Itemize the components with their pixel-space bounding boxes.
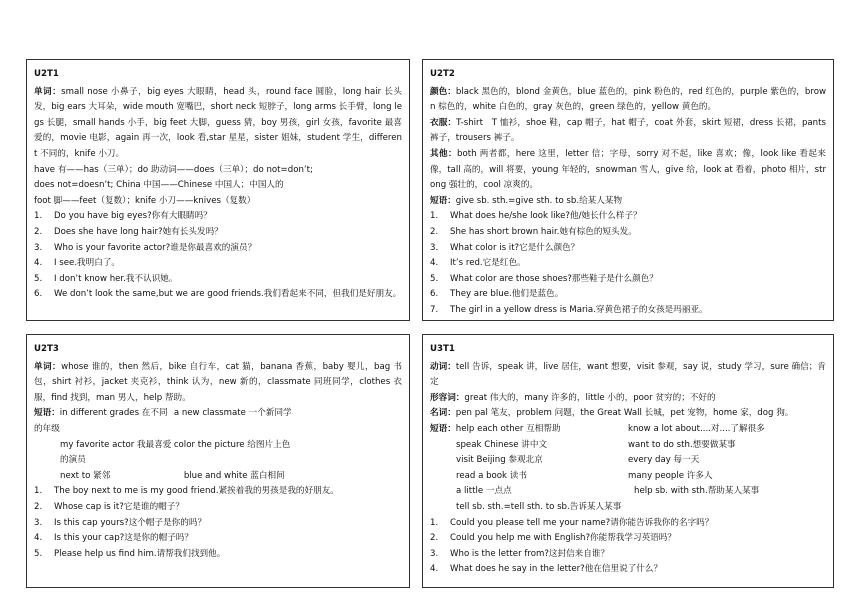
noun-label: 名词： <box>430 408 456 419</box>
noun-paragraph <box>430 406 826 422</box>
vocab-paragraph <box>34 85 402 163</box>
sentence: Could you help me with English?你能帮我学习英语吗？ <box>450 533 676 544</box>
vocab-text: small nose 小鼻子，big eyes 大眼睛，head 头，round face 圆脸，long hair 长头发，big ears 大耳朵，wide mouth 宽嘴巴，short neck 短脖子，long arms 长手臂，long legs 长腿，small hands 小手，big feet 大脚，guess 猜，boy 男孩，girl 女孩，favorite 最喜爱的，movie 电影，again 再一次，look 看,star 星星，sister 姐妹，student 学生，different 不同的，knife 小刀。 <box>34 86 402 159</box>
adj-paragraph <box>430 391 826 407</box>
phrase: color the picture 给图片上色 <box>173 439 291 450</box>
sentence: Whose cap is it?它是谁的帽子？ <box>54 501 184 512</box>
phrase: every day 每一天 <box>628 455 700 466</box>
phrase: want to do sth.想要做某事 <box>628 439 736 450</box>
list-item: 6. We don’t look the same,but we are good friends.我们看起来不同，但我们是好朋友。 <box>34 289 402 300</box>
colors-paragraph <box>430 85 826 116</box>
adj-label: 形容词： <box>430 392 465 403</box>
card-u2t2 <box>422 59 834 321</box>
adj-text: great 伟大的，many 许多的，little 小的，poor 贫穷的；不好的 <box>464 392 716 403</box>
clothes-text: T-shirt T 恤衫，shoe 鞋，cap 帽子，hat 帽子，coat 外套，skirt 短裙，dress 长裙，pants 裤子，trousers 裤子。 <box>430 117 826 144</box>
card-u2t3 <box>26 334 410 588</box>
sentence: The girl in a yellow dress is Maria.穿黄色裙子的女孩是玛丽亚。 <box>450 304 708 315</box>
vocab-label: 单词： <box>34 86 62 97</box>
other-label: 其他： <box>430 148 458 159</box>
phrase-label: 短语： <box>34 408 60 419</box>
phrase: help sb. with sth.帮助某人某事 <box>634 486 760 497</box>
vocab-paragraph <box>34 360 402 407</box>
phrase: help each other 互相帮助 <box>455 423 561 434</box>
grammar-line: does not=doesn’t; China 中国——Chinese 中国人；中国人的 <box>34 180 284 191</box>
list-item: 2. Could you help me with English?你能帮我学习英语吗？ <box>430 533 676 544</box>
phrase: my favorite actor 我最喜爱的演员 <box>60 439 172 466</box>
sentence: Does she have long hair?她有长头发吗？ <box>54 226 223 237</box>
list-item: 4. Is this your cap?这是你的帽子吗？ <box>34 533 193 544</box>
verb-text: tell 告诉，speak 讲，live 居住，want 想要，visit 参观，say 说，study 学习，sure 确信；肯定 <box>430 361 826 388</box>
card-title: U2T2 <box>430 69 455 79</box>
vocab-text: whose 谁的，then 然后，bike 自行车，cat 猫，banana 香蕉，baby 婴儿，bag 书包，shirt 衬衫，jacket 夹克衫，think 认为，new 新的，classmate 同班同学，clothes 衣服，find 找到，man 男人，help 帮助。 <box>34 361 402 403</box>
list-item: 2. She has short brown hair.她有棕色的短头发。 <box>430 226 637 237</box>
list-item: 1. Could you please tell me your name?请你能告诉我你的名字吗？ <box>430 517 714 528</box>
sentence: What does he/she look like?他/她长什么样子？ <box>450 211 642 222</box>
phrase: read a book 读书 <box>456 470 527 481</box>
phrase-row <box>430 484 826 500</box>
verb-label: 动词： <box>430 361 456 372</box>
card-title: U3T1 <box>430 344 455 354</box>
phrase: know a lot about....对....了解很多 <box>628 423 765 434</box>
clothes-paragraph <box>430 116 826 147</box>
phrase: many people 许多人 <box>628 470 713 481</box>
phrase: in different grades 在不同的年级 <box>34 408 168 434</box>
sentence: Who is your favorite actor?谁是你最喜欢的演员？ <box>54 242 257 253</box>
phrase: tell sb. sth.=tell sth. to sb.告诉某人某事 <box>456 501 622 512</box>
sentence: What does he say in the letter?他在信里说了什么？ <box>450 564 663 575</box>
list-item: 7. The girl in a yellow dress is Maria.穿黄色裙子的女孩是玛丽亚。 <box>430 304 708 315</box>
card-u2t1 <box>26 59 410 321</box>
phrase: a little 一点点 <box>456 486 512 497</box>
other-text: both 两者都，here 这里，letter 信；字母，sorry 对不起，like 喜欢；像，look like 看起来像，tall 高的，will 将要，young 年轻的，snowman 雪人，give 给，look at 看着，photo 相片，strong 强壮的，cool 凉爽的。 <box>430 148 826 191</box>
list-item: 1. What does he/she look like?他/她长什么样子？ <box>430 211 642 222</box>
card-title: U2T1 <box>34 69 59 79</box>
sentence: It’s red.它是红色。 <box>450 258 526 269</box>
list-item: 4. I see.我明白了。 <box>34 258 121 269</box>
list-item: 1. Do you have big eyes?你有大眼睛吗？ <box>34 211 212 222</box>
phrase-row <box>430 422 826 438</box>
grammar-line: have 有——has（三单）；do 助动词——does（三单）；do not=don’t; <box>34 164 313 175</box>
phrase-row <box>430 469 826 485</box>
sentence: We don’t look the same,but we are good friends.我们看起来不同，但我们是好朋友。 <box>54 289 402 300</box>
sentence: Please help us find him.请帮我们找到他。 <box>54 548 226 559</box>
list-item: 5. I don’t know her.我不认识她。 <box>34 273 178 284</box>
phrase-row <box>34 438 402 469</box>
sentence: Is this your cap?这是你的帽子吗？ <box>54 533 193 544</box>
sentence: What color are those shoes?那些鞋子是什么颜色？ <box>450 273 658 284</box>
list-item: 3. Is this cap yours?这个帽子是你的吗？ <box>34 517 207 528</box>
list-item: 2. Does she have long hair?她有长头发吗？ <box>34 226 223 237</box>
phrase-label: 短语： <box>430 423 456 434</box>
phrase-text: give sb. sth.=give sth. to sb.给某人某物 <box>455 195 623 206</box>
sentence: The boy next to me is my good friend.紧挨着我的男孩是我的好朋友。 <box>54 486 339 497</box>
list-item: 5. What color are those shoes?那些鞋子是什么颜色？ <box>430 273 658 284</box>
verb-paragraph <box>430 360 826 391</box>
phrase-label: 短语： <box>430 195 456 206</box>
sentence: Could you please tell me your name?请你能告诉我你的名字吗？ <box>450 517 714 528</box>
list-item: 5. Please help us find him.请帮我们找到他。 <box>34 548 226 559</box>
list-item: 4. It’s red.它是红色。 <box>430 258 526 269</box>
sentence: Who is the letter from?这封信来自谁？ <box>450 548 610 559</box>
grammar-line: foot 脚——feet（复数）；knife 小刀——knives（复数） <box>34 195 256 206</box>
colors-label: 颜色： <box>430 86 456 97</box>
phrase: a new classmate 一个新同学 <box>173 408 292 419</box>
sentence: They are blue.他们是蓝色。 <box>450 289 564 300</box>
phrase-row <box>34 469 402 485</box>
phrase: speak Chinese 讲中文 <box>456 439 548 450</box>
sentence: Is this cap yours?这个帽子是你的吗？ <box>54 517 207 528</box>
phrase: next to 紧邻 <box>60 470 111 481</box>
phrase-paragraph <box>430 194 826 210</box>
sentence: Do you have big eyes?你有大眼睛吗？ <box>54 211 212 222</box>
sentence: I don’t know her.我不认识她。 <box>54 273 178 284</box>
sentence: What color is it?它是什么颜色？ <box>450 242 580 253</box>
noun-text: pen pal 笔友，problem 问题，the Great Wall 长城，pet 宠物，home 家，dog 狗。 <box>455 408 794 419</box>
colors-text: black 黑色的，blond 金黄色，blue 蓝色的，pink 粉色的，red 红色的，purple 紫色的，brown 棕色的，white 白色的，gray 灰色的，green 绿色的，yellow 黄色的。 <box>430 86 826 113</box>
card-u3t1 <box>422 334 834 588</box>
vocab-label: 单词： <box>34 361 62 372</box>
sentence: She has short brown hair.她有棕色的短头发。 <box>450 226 637 237</box>
card-title: U2T3 <box>34 344 59 354</box>
list-item: 3. Who is your favorite actor?谁是你最喜欢的演员？ <box>34 242 257 253</box>
phrase: blue and white 蓝白相间 <box>183 470 285 481</box>
other-paragraph <box>430 147 826 194</box>
list-item: 2. Whose cap is it?它是谁的帽子？ <box>34 501 184 512</box>
phrase-row <box>430 453 826 469</box>
sentence: I see.我明白了。 <box>54 258 121 269</box>
list-item: 1. The boy next to me is my good friend.紧挨着我的男孩是我的好朋友。 <box>34 486 339 497</box>
phrase: visit Beijing 参观北京 <box>456 455 543 466</box>
list-item: 6. They are blue.他们是蓝色。 <box>430 289 564 300</box>
phrase-row <box>430 438 826 454</box>
phrase-row <box>34 406 402 437</box>
clothes-label: 衣服： <box>430 117 457 128</box>
list-item: 4. What does he say in the letter?他在信里说了什么？ <box>430 564 663 575</box>
list-item: 3. Who is the letter from?这封信来自谁？ <box>430 548 610 559</box>
list-item: 3. What color is it?它是什么颜色？ <box>430 242 580 253</box>
